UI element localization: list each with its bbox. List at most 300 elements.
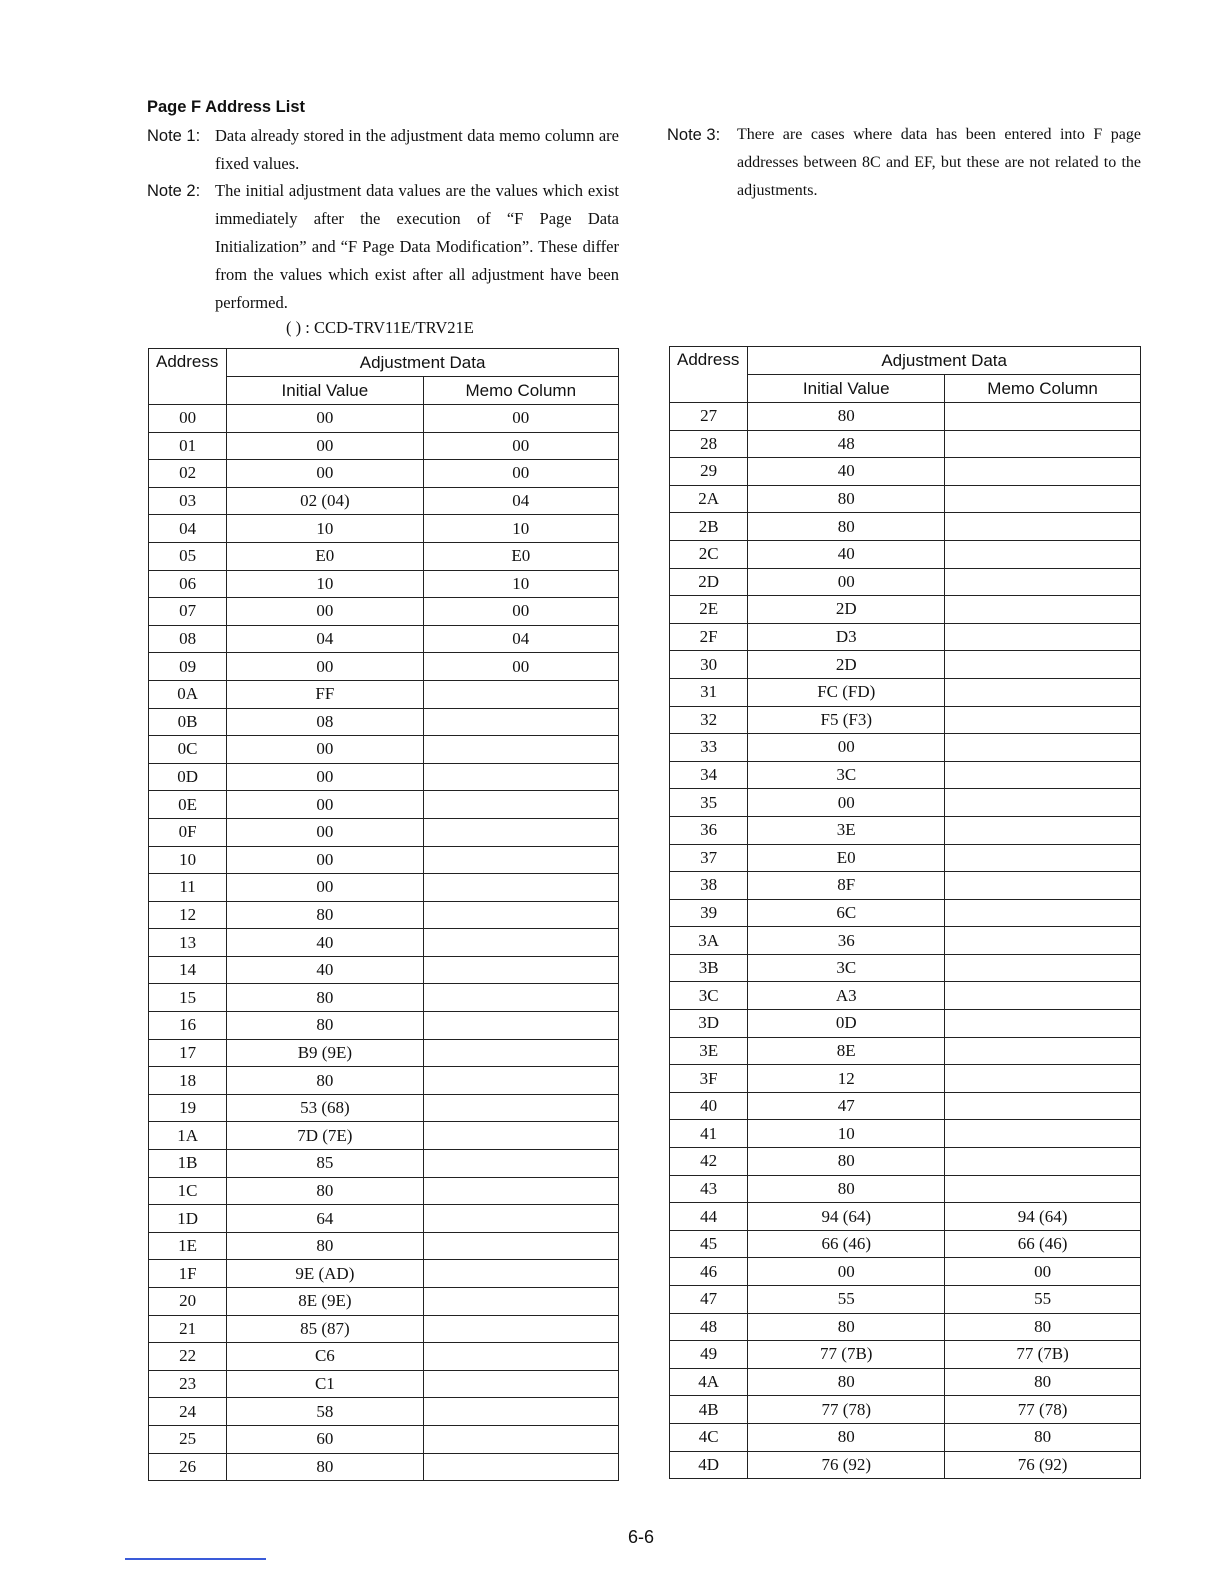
initial-value-cell: 80 [748,1175,945,1203]
address-cell: 2F [670,623,748,651]
address-cell: 2E [670,596,748,624]
table-row [149,1067,619,1095]
memo-cell [945,1175,1141,1203]
memo-cell [423,708,618,736]
table-row [670,1396,1141,1424]
initial-value-cell: 80 [227,1232,423,1260]
initial-value-cell: A3 [748,982,945,1010]
memo-cell: 80 [945,1313,1141,1341]
address-cell: 05 [149,542,227,570]
table-row [149,1094,619,1122]
memo-cell [423,846,618,874]
memo-cell [945,1010,1141,1038]
initial-value-cell: 3E [748,816,945,844]
initial-value-cell: 00 [227,653,423,681]
initial-value-cell: 80 [748,513,945,541]
memo-cell [945,761,1141,789]
address-cell: 0D [149,763,227,791]
table-row [670,1313,1141,1341]
memo-cell [423,1232,618,1260]
address-cell: 36 [670,816,748,844]
address-cell: 0F [149,818,227,846]
table-row [149,1425,619,1453]
initial-value-cell: 36 [748,927,945,955]
address-cell: 08 [149,625,227,653]
table-row [670,458,1141,486]
address-cell: 16 [149,1012,227,1040]
initial-value-cell: F5 (F3) [748,706,945,734]
memo-cell [945,872,1141,900]
table-row [149,405,619,433]
table-row [149,1398,619,1426]
initial-value-cell: 00 [227,846,423,874]
table-row [670,1423,1141,1451]
address-cell: 22 [149,1343,227,1371]
address-cell: 3F [670,1065,748,1093]
table-row [149,1370,619,1398]
address-cell: 19 [149,1094,227,1122]
table-row [670,872,1141,900]
initial-value-cell: 40 [227,956,423,984]
note-3-label: Note 3: [667,126,721,144]
memo-cell [423,680,618,708]
address-cell: 32 [670,706,748,734]
memo-cell [423,874,618,902]
table-row [149,901,619,929]
address-table-left [148,348,619,1481]
initial-value-cell: 80 [227,1012,423,1040]
initial-value-cell: 48 [748,430,945,458]
table-row [670,1037,1141,1065]
address-cell: 49 [670,1341,748,1369]
table-row [670,1175,1141,1203]
memo-cell: 04 [423,625,618,653]
note-1-text: Data already stored in the adjustment data memo column are fixed values. [215,126,619,173]
memo-cell [945,1148,1141,1176]
address-cell: 3B [670,954,748,982]
table-row [149,1260,619,1288]
memo-cell: 76 (92) [945,1451,1141,1479]
table-row [670,1341,1141,1369]
memo-cell [945,1037,1141,1065]
memo-cell: 00 [423,598,618,626]
memo-cell: 00 [423,460,618,488]
table-row [149,598,619,626]
memo-cell [945,403,1141,431]
address-cell: 48 [670,1313,748,1341]
table-row [670,789,1141,817]
address-cell: 3E [670,1037,748,1065]
memo-cell: 00 [945,1258,1141,1286]
initial-value-cell: D3 [748,623,945,651]
table-row [670,1368,1141,1396]
table-row [670,1120,1141,1148]
memo-cell [945,927,1141,955]
address-cell: 4D [670,1451,748,1479]
address-cell: 20 [149,1288,227,1316]
address-cell: 34 [670,761,748,789]
initial-value-cell: 00 [227,818,423,846]
memo-cell: 80 [945,1368,1141,1396]
table-row [149,570,619,598]
memo-cell [945,596,1141,624]
initial-value-cell: 80 [227,1453,423,1481]
address-cell: 01 [149,432,227,460]
address-cell: 28 [670,430,748,458]
memo-cell [945,1092,1141,1120]
table-row [149,1150,619,1178]
memo-cell [945,623,1141,651]
initial-value-cell: 8E (9E) [227,1288,423,1316]
memo-cell [423,763,618,791]
address-cell: 26 [149,1453,227,1481]
table-row [149,1122,619,1150]
memo-cell [945,1120,1141,1148]
memo-cell [945,485,1141,513]
table-row [670,1203,1141,1231]
footer-divider [125,1558,266,1560]
table-row [670,816,1141,844]
table-row [670,761,1141,789]
memo-cell [945,458,1141,486]
initial-value-cell: FC (FD) [748,678,945,706]
memo-cell: 10 [423,515,618,543]
table-row [149,542,619,570]
initial-value-cell: 00 [227,763,423,791]
address-cell: 21 [149,1315,227,1343]
initial-value-cell: 40 [748,540,945,568]
initial-value-cell: 8E [748,1037,945,1065]
table-row [149,1453,619,1481]
table-row [670,1230,1141,1258]
address-cell: 11 [149,874,227,902]
table-row [670,540,1141,568]
initial-value-cell: 00 [227,405,423,433]
memo-cell [423,1260,618,1288]
note-1-label: Note 1: [147,127,201,145]
initial-value-cell: 40 [227,929,423,957]
address-cell: 1C [149,1177,227,1205]
initial-value-cell: 00 [748,789,945,817]
memo-column-header: Memo Column [945,375,1141,403]
memo-cell [423,1315,618,1343]
memo-cell [423,956,618,984]
address-cell: 25 [149,1425,227,1453]
address-cell: 2A [670,485,748,513]
address-cell: 45 [670,1230,748,1258]
table-row [149,846,619,874]
initial-value-cell: 00 [227,736,423,764]
initial-value-cell: 0D [748,1010,945,1038]
initial-value-cell: 60 [227,1425,423,1453]
address-cell: 35 [670,789,748,817]
initial-value-cell: 00 [227,791,423,819]
address-cell: 04 [149,515,227,543]
memo-cell: 77 (7B) [945,1341,1141,1369]
initial-value-cell: 40 [748,458,945,486]
memo-cell: 00 [423,405,618,433]
address-cell: 07 [149,598,227,626]
address-cell: 10 [149,846,227,874]
adjustment-data-header: Adjustment Data [227,349,619,377]
memo-cell: 66 (46) [945,1230,1141,1258]
memo-cell [945,954,1141,982]
memo-cell [945,513,1141,541]
table-row [149,653,619,681]
initial-value-cell: B9 (9E) [227,1039,423,1067]
address-cell: 1F [149,1260,227,1288]
initial-value-cell: 77 (78) [748,1396,945,1424]
initial-value-cell: 04 [227,625,423,653]
initial-value-cell: 80 [748,485,945,513]
table-row [149,1232,619,1260]
memo-cell [945,844,1141,872]
table-row [670,513,1141,541]
address-cell: 3D [670,1010,748,1038]
memo-cell: 00 [423,432,618,460]
memo-cell [945,540,1141,568]
memo-cell [945,706,1141,734]
table-row [149,956,619,984]
initial-value-cell: 58 [227,1398,423,1426]
memo-cell [423,818,618,846]
initial-value-cell: E0 [748,844,945,872]
adjustment-data-header: Adjustment Data [748,347,1141,375]
table-row [149,460,619,488]
address-cell: 00 [149,405,227,433]
table-row [149,791,619,819]
address-header: Address [149,349,227,405]
initial-value-cell: 00 [227,432,423,460]
table-row [670,403,1141,431]
address-cell: 31 [670,678,748,706]
initial-value-cell: 85 (87) [227,1315,423,1343]
memo-cell [945,899,1141,927]
address-cell: 40 [670,1092,748,1120]
memo-cell: E0 [423,542,618,570]
table-row [149,818,619,846]
initial-value-cell: 80 [748,1368,945,1396]
address-table-right [669,346,1141,1479]
initial-value-cell: 00 [227,598,423,626]
address-cell: 38 [670,872,748,900]
initial-value-cell: 53 (68) [227,1094,423,1122]
initial-value-cell: 10 [227,515,423,543]
note-2-label: Note 2: [147,182,201,200]
memo-cell [423,1205,618,1233]
note-3-text: There are cases where data has been entered into F page addresses between 8C and EF, but these are not related to the adjustments. [737,126,1141,199]
address-cell: 33 [670,734,748,762]
address-cell: 02 [149,460,227,488]
memo-cell [945,816,1141,844]
initial-value-cell: 08 [227,708,423,736]
table-row [149,1343,619,1371]
memo-cell [945,651,1141,679]
initial-value-cell: 80 [227,984,423,1012]
table-row [149,708,619,736]
initial-value-cell: FF [227,680,423,708]
memo-cell [423,1177,618,1205]
initial-value-cell: 94 (64) [748,1203,945,1231]
address-cell: 3A [670,927,748,955]
table-row [670,844,1141,872]
memo-cell: 00 [423,653,618,681]
initial-value-cell: 85 [227,1150,423,1178]
table-row [149,1177,619,1205]
initial-value-cell: 66 (46) [748,1230,945,1258]
table-row [149,1205,619,1233]
memo-cell: 77 (78) [945,1396,1141,1424]
initial-value-cell: 02 (04) [227,487,423,515]
initial-value-cell: 12 [748,1065,945,1093]
address-cell: 47 [670,1286,748,1314]
address-table-left-body [149,405,619,1481]
note-2 [147,177,619,317]
memo-cell [945,982,1141,1010]
memo-cell: 94 (64) [945,1203,1141,1231]
address-cell: 18 [149,1067,227,1095]
note-3 [667,121,1141,205]
table-row [149,680,619,708]
initial-value-cell: 2D [748,651,945,679]
initial-value-cell: 10 [748,1120,945,1148]
initial-value-cell: 77 (7B) [748,1341,945,1369]
address-cell: 2D [670,568,748,596]
memo-cell [423,1425,618,1453]
memo-cell [423,1288,618,1316]
address-cell: 17 [149,1039,227,1067]
memo-cell [423,736,618,764]
memo-cell [423,984,618,1012]
initial-value-cell: 00 [748,568,945,596]
initial-value-cell: C6 [227,1343,423,1371]
memo-cell [945,568,1141,596]
address-cell: 39 [670,899,748,927]
table-row [670,1286,1141,1314]
initial-value-cell: 3C [748,954,945,982]
table-row [149,984,619,1012]
memo-cell [423,1398,618,1426]
table-row [670,568,1141,596]
address-cell: 4C [670,1423,748,1451]
table-row [670,1148,1141,1176]
initial-value-cell: C1 [227,1370,423,1398]
table-row [670,1065,1141,1093]
memo-cell [423,1067,618,1095]
memo-cell [423,1343,618,1371]
initial-value-cell: 80 [748,1313,945,1341]
initial-value-header: Initial Value [227,377,423,405]
address-cell: 29 [670,458,748,486]
address-cell: 12 [149,901,227,929]
address-cell: 2C [670,540,748,568]
initial-value-cell: 80 [748,1148,945,1176]
address-cell: 4A [670,1368,748,1396]
memo-cell [945,1065,1141,1093]
table-row [149,515,619,543]
address-cell: 46 [670,1258,748,1286]
memo-cell [423,1012,618,1040]
table-row [670,596,1141,624]
initial-value-cell: 00 [227,874,423,902]
initial-value-cell: 2D [748,596,945,624]
table-row [670,706,1141,734]
initial-value-cell: 00 [748,734,945,762]
initial-value-cell: 80 [748,403,945,431]
address-cell: 42 [670,1148,748,1176]
table-row [670,485,1141,513]
address-cell: 14 [149,956,227,984]
address-cell: 4B [670,1396,748,1424]
table-row [670,1010,1141,1038]
memo-cell [423,1122,618,1150]
initial-value-cell: 9E (AD) [227,1260,423,1288]
address-cell: 13 [149,929,227,957]
address-cell: 24 [149,1398,227,1426]
table-row [670,1258,1141,1286]
table-row [149,929,619,957]
initial-value-cell: 10 [227,570,423,598]
address-cell: 09 [149,653,227,681]
page-title: Page F Address List [147,98,306,116]
address-cell: 0A [149,680,227,708]
table-row [149,625,619,653]
memo-cell [945,789,1141,817]
memo-column-header: Memo Column [423,377,618,405]
memo-cell: 80 [945,1423,1141,1451]
address-header: Address [670,347,748,403]
table-row [149,874,619,902]
page-number: 6-6 [628,1527,655,1547]
memo-cell [423,1370,618,1398]
memo-cell [423,929,618,957]
initial-value-cell: 80 [748,1423,945,1451]
table-row [670,954,1141,982]
address-cell: 44 [670,1203,748,1231]
address-cell: 23 [149,1370,227,1398]
table-row [670,982,1141,1010]
table-row [670,651,1141,679]
initial-value-cell: 6C [748,899,945,927]
address-cell: 0C [149,736,227,764]
address-cell: 43 [670,1175,748,1203]
initial-value-header: Initial Value [748,375,945,403]
address-cell: 1A [149,1122,227,1150]
table-row [670,1451,1141,1479]
table-row [149,1039,619,1067]
note-1 [147,122,619,178]
address-cell: 1E [149,1232,227,1260]
table-row [670,734,1141,762]
address-cell: 3C [670,982,748,1010]
memo-cell [945,734,1141,762]
address-cell: 41 [670,1120,748,1148]
table-row [149,1315,619,1343]
memo-cell: 04 [423,487,618,515]
initial-value-cell: 80 [227,1177,423,1205]
initial-value-cell: 76 (92) [748,1451,945,1479]
initial-value-cell: 80 [227,901,423,929]
address-cell: 15 [149,984,227,1012]
table-row [670,623,1141,651]
address-cell: 0E [149,791,227,819]
table-row [670,430,1141,458]
address-cell: 1D [149,1205,227,1233]
memo-cell: 10 [423,570,618,598]
address-cell: 0B [149,708,227,736]
table-row [670,899,1141,927]
memo-cell [423,791,618,819]
